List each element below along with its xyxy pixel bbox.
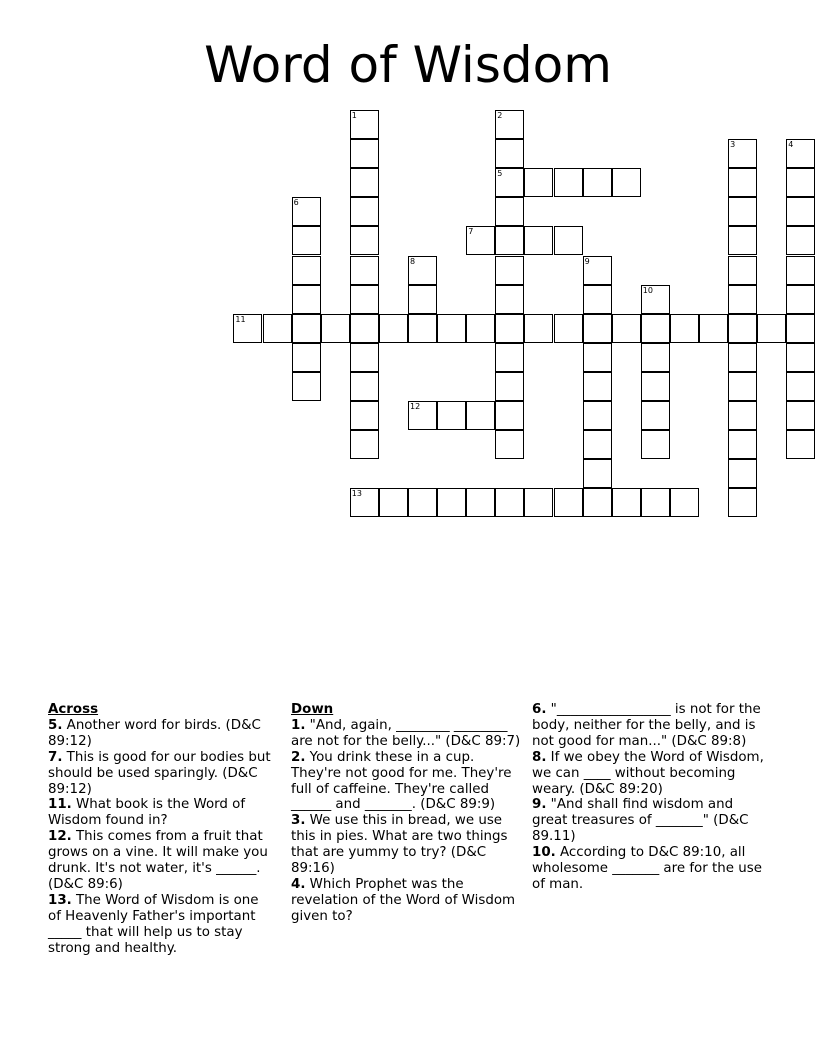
- grid-cell[interactable]: [495, 168, 524, 197]
- grid-cell[interactable]: [408, 401, 437, 430]
- grid-cell[interactable]: [583, 401, 612, 430]
- grid-cell[interactable]: [495, 285, 524, 314]
- grid-cell[interactable]: [495, 430, 524, 459]
- grid-cell[interactable]: [292, 343, 321, 372]
- grid-cell[interactable]: [583, 256, 612, 285]
- grid-cell[interactable]: [408, 488, 437, 517]
- grid-cell[interactable]: [524, 314, 553, 343]
- down-heading: Down: [291, 702, 334, 717]
- grid-cell[interactable]: [495, 139, 524, 168]
- grid-cell[interactable]: [350, 488, 379, 517]
- grid-cell[interactable]: [670, 314, 699, 343]
- grid-cell[interactable]: [554, 314, 583, 343]
- grid-cell[interactable]: [728, 459, 757, 488]
- clue-item: [48, 718, 273, 750]
- grid-cell[interactable]: [408, 256, 437, 285]
- grid-cell[interactable]: [350, 401, 379, 430]
- clue-number: 1: [351, 111, 357, 120]
- clue-item-number: 2.: [291, 749, 306, 765]
- grid-cell[interactable]: [554, 168, 583, 197]
- grid-cell[interactable]: [350, 139, 379, 168]
- grid-cell[interactable]: [379, 488, 408, 517]
- across-column: [48, 702, 273, 957]
- down-clues: [291, 718, 525, 925]
- clue-number: 12: [410, 402, 421, 411]
- grid-cell[interactable]: [728, 314, 757, 343]
- grid-cell[interactable]: [786, 197, 815, 226]
- grid-cell[interactable]: [350, 256, 379, 285]
- grid-cell[interactable]: [408, 314, 437, 343]
- grid-cell[interactable]: [786, 314, 815, 343]
- clue-item-text: You drink these in a cup. They're not good for me. They're full of caffeine. They're called ______ and _______. (D&C 89:9): [291, 749, 512, 813]
- across-heading: Across: [48, 702, 99, 717]
- grid-cell[interactable]: [757, 314, 786, 343]
- grid-cell[interactable]: [641, 430, 670, 459]
- grid-cell[interactable]: [583, 285, 612, 314]
- clue-item: [48, 829, 273, 893]
- grid-cell[interactable]: [437, 314, 466, 343]
- clue-item-number: 10.: [532, 845, 556, 861]
- grid-cell[interactable]: [263, 314, 292, 343]
- grid-cell[interactable]: [524, 168, 553, 197]
- grid-cell[interactable]: [612, 168, 641, 197]
- clue-item: [532, 702, 764, 750]
- grid-cell[interactable]: [728, 226, 757, 255]
- grid-cell[interactable]: [233, 314, 262, 343]
- grid-cell[interactable]: [728, 372, 757, 401]
- grid-cell[interactable]: [495, 343, 524, 372]
- clue-item: [291, 813, 525, 877]
- grid-cell[interactable]: [728, 285, 757, 314]
- clue-item: [291, 877, 525, 925]
- clue-item: [48, 797, 273, 829]
- clue-item-text: Another word for birds. (D&C 89:12): [48, 717, 261, 749]
- grid-cell[interactable]: [321, 314, 350, 343]
- clue-item-number: 11.: [48, 797, 72, 813]
- grid-cell[interactable]: [437, 488, 466, 517]
- clue-item-text: What book is the Word of Wisdom found in?: [48, 797, 246, 829]
- clue-item-text: "And, again, ________ ________ are not for the belly..." (D&C 89:7): [291, 717, 521, 749]
- grid-cell[interactable]: [466, 488, 495, 517]
- clue-item-number: 5.: [48, 717, 63, 733]
- clue-item-text: "_________________ is not for the body, neither for the belly, and is not good for man..." (D&C 89:8): [532, 702, 761, 749]
- clue-number: 9: [584, 256, 590, 266]
- down-column: [291, 702, 525, 925]
- clue-item-text: This is good for our bodies but should be used sparingly. (D&C 89:12): [48, 749, 271, 797]
- grid-cell[interactable]: [350, 197, 379, 226]
- grid-cell[interactable]: [350, 343, 379, 372]
- grid-cell[interactable]: [612, 488, 641, 517]
- grid-cell[interactable]: [786, 226, 815, 255]
- clue-number: 6: [293, 198, 299, 208]
- grid-cell[interactable]: [786, 168, 815, 197]
- grid-cell[interactable]: [728, 488, 757, 517]
- clue-number: 11: [235, 314, 246, 324]
- grid-cell[interactable]: [583, 343, 612, 372]
- grid-cell[interactable]: [583, 430, 612, 459]
- clue-item-text: If we obey the Word of Wisdom, we can ____ without becoming weary. (D&C 89:20): [532, 749, 764, 797]
- grid-cell[interactable]: [495, 488, 524, 517]
- puzzle-title: Word of Wisdom: [204, 36, 612, 94]
- clue-item-number: 1.: [291, 717, 306, 733]
- clue-item: [291, 718, 525, 750]
- across-clues: [48, 718, 273, 957]
- down-clues-continued: [532, 702, 764, 893]
- grid-cell[interactable]: [495, 314, 524, 343]
- clue-item: [532, 845, 764, 893]
- clue-item-number: 7.: [48, 749, 63, 765]
- clue-number: 7: [468, 227, 474, 237]
- grid-cell[interactable]: [670, 488, 699, 517]
- clue-item: [532, 750, 764, 798]
- grid-cell[interactable]: [554, 488, 583, 517]
- grid-cell[interactable]: [786, 430, 815, 459]
- clue-item: [48, 750, 273, 798]
- grid-cell[interactable]: [350, 372, 379, 401]
- grid-cell[interactable]: [350, 285, 379, 314]
- grid-cell[interactable]: [350, 110, 379, 139]
- grid-cell[interactable]: [728, 139, 757, 168]
- grid-cell[interactable]: [641, 314, 670, 343]
- grid-cell[interactable]: [350, 430, 379, 459]
- grid-cell[interactable]: [350, 226, 379, 255]
- grid-cell[interactable]: [641, 285, 670, 314]
- clue-item-number: 3.: [291, 813, 306, 829]
- grid-cell[interactable]: [292, 197, 321, 226]
- grid-cell[interactable]: [292, 256, 321, 285]
- grid-cell[interactable]: [728, 256, 757, 285]
- grid-cell[interactable]: [554, 226, 583, 255]
- grid-cell[interactable]: [786, 285, 815, 314]
- grid-cell[interactable]: [728, 430, 757, 459]
- grid-cell[interactable]: [728, 168, 757, 197]
- grid-cell[interactable]: [786, 139, 815, 168]
- grid-cell[interactable]: [466, 401, 495, 430]
- grid-cell[interactable]: [292, 372, 321, 401]
- grid-cell[interactable]: [466, 314, 495, 343]
- clue-item-text: The Word of Wisdom is one of Heavenly Father's important _____ that will help us to stay strong and healthy.: [48, 892, 259, 956]
- grid-cell[interactable]: [292, 314, 321, 343]
- grid-cell[interactable]: [495, 226, 524, 255]
- grid-cell[interactable]: [786, 372, 815, 401]
- clue-item-number: 8.: [532, 749, 547, 765]
- grid-cell[interactable]: [495, 401, 524, 430]
- grid-cell[interactable]: [495, 372, 524, 401]
- grid-cell[interactable]: [408, 285, 437, 314]
- grid-cell[interactable]: [524, 226, 553, 255]
- grid-cell[interactable]: [292, 285, 321, 314]
- grid-cell[interactable]: [641, 372, 670, 401]
- grid-cell[interactable]: [350, 168, 379, 197]
- clue-item-text: We use this in bread, we use this in pies. What are two things that are yummy to try? (D&C 89:16): [291, 813, 508, 877]
- grid-cell[interactable]: [728, 197, 757, 226]
- clue-item-text: According to D&C 89:10, all wholesome _______ are for the use of man.: [532, 845, 762, 892]
- clue-number: 5: [497, 169, 503, 179]
- grid-cell[interactable]: [583, 168, 612, 197]
- grid-cell[interactable]: [641, 488, 670, 517]
- grid-cell[interactable]: [583, 488, 612, 517]
- clue-number: 3: [730, 140, 736, 150]
- grid-cell[interactable]: [350, 314, 379, 343]
- grid-cell[interactable]: [728, 401, 757, 430]
- clue-number: 10: [642, 285, 653, 295]
- clue-number: 8: [410, 256, 416, 266]
- clue-item-text: This comes from a fruit that grows on a vine. It will make you drunk. It's not water, it's ______. (D&C 89:6): [48, 829, 268, 892]
- grid-cell[interactable]: [786, 401, 815, 430]
- clue-number: 2: [497, 111, 503, 120]
- grid-cell[interactable]: [612, 314, 641, 343]
- clue-number: 4: [788, 140, 794, 150]
- grid-cell[interactable]: [786, 343, 815, 372]
- clue-item: [48, 893, 273, 957]
- grid-cell[interactable]: [495, 256, 524, 285]
- grid-cell[interactable]: [437, 401, 466, 430]
- clue-item: [291, 750, 525, 814]
- clue-number: 13: [351, 489, 362, 499]
- grid-cell[interactable]: [495, 110, 524, 139]
- clue-item-number: 12.: [48, 829, 72, 845]
- grid-cell[interactable]: [466, 226, 495, 255]
- grid-cell[interactable]: [583, 314, 612, 343]
- grid-cell[interactable]: [495, 197, 524, 226]
- grid-cell[interactable]: [292, 226, 321, 255]
- grid-cell[interactable]: [641, 343, 670, 372]
- grid-cell[interactable]: [379, 314, 408, 343]
- grid-cell[interactable]: [699, 314, 728, 343]
- grid-cell[interactable]: [524, 488, 553, 517]
- grid-cell[interactable]: [728, 343, 757, 372]
- grid-cell[interactable]: [641, 401, 670, 430]
- down-column-continued: [532, 702, 764, 893]
- clue-item-number: 6.: [532, 702, 547, 717]
- grid-cell[interactable]: [583, 459, 612, 488]
- grid-cell[interactable]: [583, 372, 612, 401]
- clue-item-number: 13.: [48, 892, 72, 908]
- clue-item-number: 9.: [532, 797, 547, 813]
- clue-item-text: "And shall find wisdom and great treasures of _______" (D&C 89.11): [532, 797, 749, 845]
- grid-cell[interactable]: [786, 256, 815, 285]
- clue-item-text: Which Prophet was the revelation of the Word of Wisdom given to?: [291, 876, 516, 924]
- clue-item-number: 4.: [291, 876, 306, 892]
- clue-item: [532, 797, 764, 845]
